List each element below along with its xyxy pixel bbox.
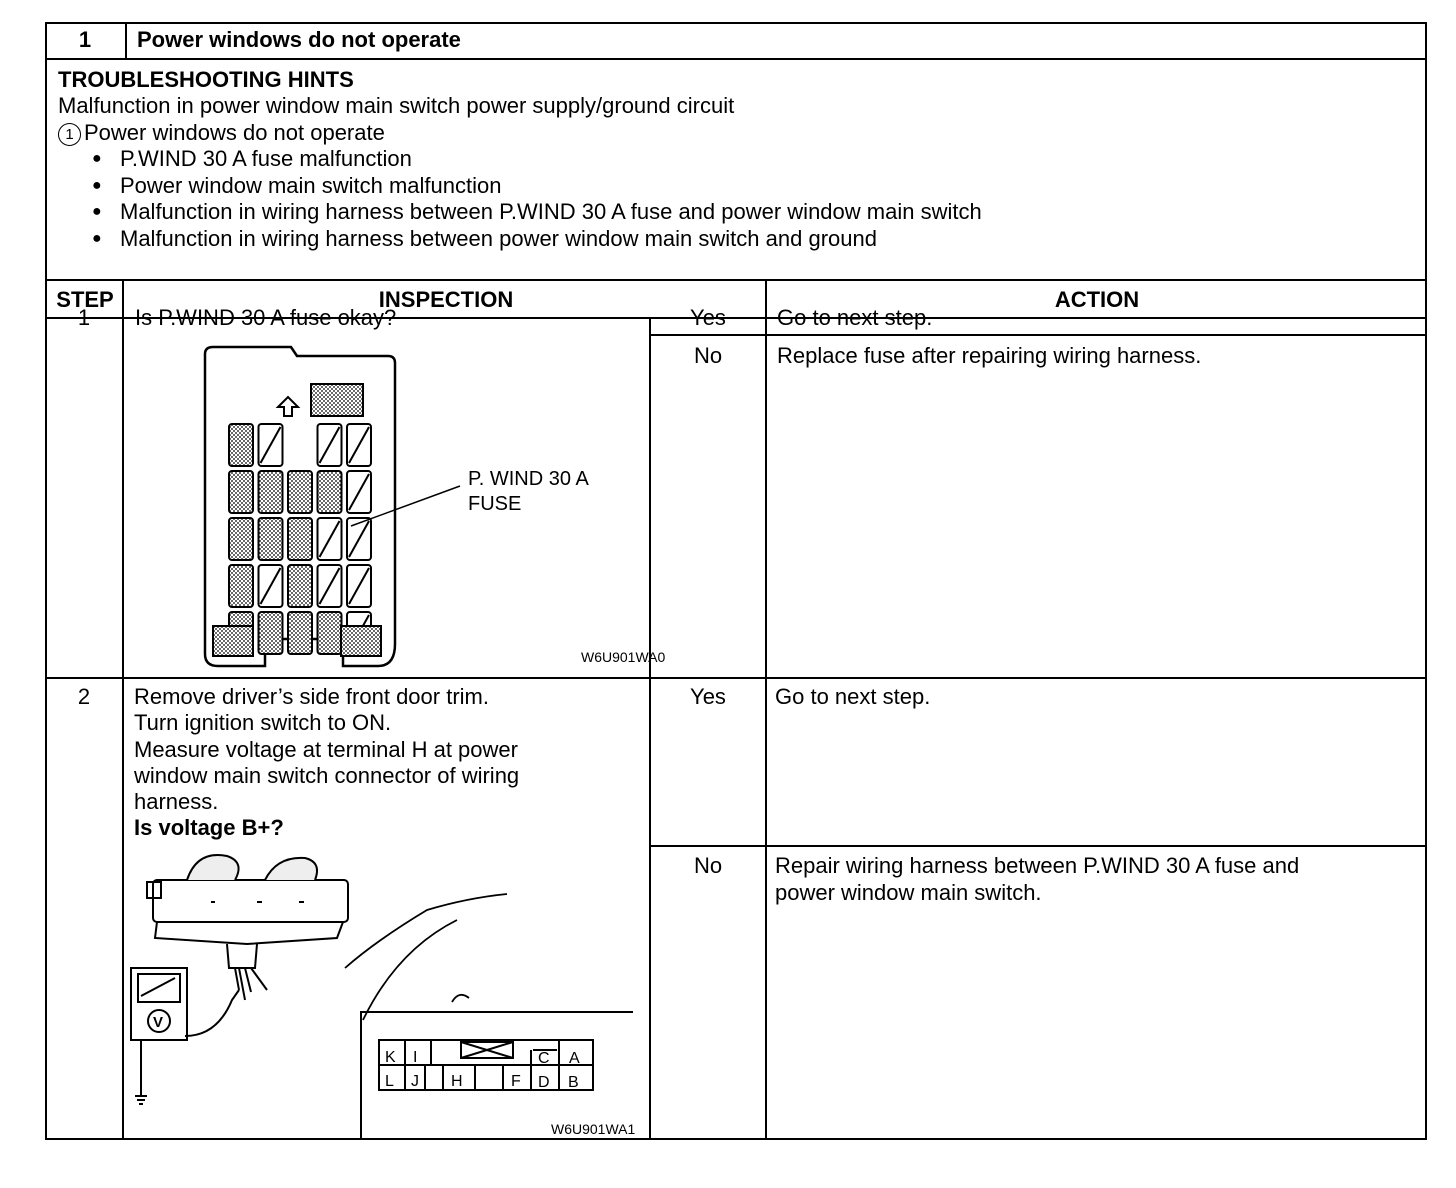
step-1-no-label: No [693,343,723,368]
step-2-line: window main switch connector of wiring [134,762,520,788]
step-2-yes-label: Yes [690,684,726,709]
step-2-line: Remove driver’s side front door trim. [134,684,489,709]
step-2-no-action [775,853,1299,906]
step-2-no-line: power window main switch. [775,879,1042,905]
step-1-yes-action: Go to next step. [777,305,933,330]
fuse-slot [229,565,253,607]
cause-item: ● P.WIND 30 A fuse malfunction [58,146,982,173]
pin-H: H [451,1073,463,1090]
column-action: ACTION [1054,287,1140,312]
fuse-slot [288,471,312,513]
fuse-slot [288,612,312,654]
pin-I: I [413,1049,418,1066]
step-2-line: Measure voltage at terminal H at power [134,736,518,762]
pin-D: D [538,1074,550,1091]
fuse-slot [288,565,312,607]
fuse-slot [318,612,342,654]
pin-A: A [569,1050,580,1067]
hints-summary: Malfunction in power window main switch power supply/ground circuit [58,93,735,118]
hints-rule [45,279,1427,281]
step-1-number: 1 [77,305,91,330]
step-2-yes-action: Go to next step. [775,684,931,709]
voltmeter-illustration [131,968,239,1104]
pin-K: K [385,1049,396,1066]
step-2-line: Turn ignition switch to ON. [134,710,392,736]
step-1-yes-rule [649,334,1427,336]
fuse-label-line1: P. WIND 30 A [468,468,589,490]
fuse-grid [229,424,371,654]
pin-L: L [385,1073,394,1090]
figure-code-2: W6U901WA1 [551,1121,636,1137]
fuse-slot [259,612,283,654]
cause-item: ● Malfunction in wiring harness between P.WIND 30 A fuse and power window main switch [58,199,982,226]
pin-B: B [568,1074,579,1091]
fuse-slot [229,424,253,466]
column-step: STEP [56,287,114,312]
causes-list [58,146,982,252]
pin-C: C [538,1050,550,1067]
fuse-slot [259,471,283,513]
pin-F: F [511,1073,521,1090]
fuse-slot [229,471,253,513]
step-2-line: harness. [134,789,219,815]
hints-heading: TROUBLESHOOTING HINTS [58,67,354,92]
fuse-box-figure [203,344,666,674]
step-2-yes-rule [649,845,1427,847]
column-inspection: INSPECTION [378,287,514,312]
header-number: 1 [78,27,92,52]
fuse-slot [259,518,283,560]
meter-symbol: V [153,1014,164,1031]
hints-section [58,66,982,252]
door-outline [345,894,507,1020]
cause-item: ● Malfunction in wiring harness between power window main switch and ground [58,226,982,253]
hints-symptom [58,120,982,147]
header-rule [45,58,1427,60]
step-2-no-label: No [693,853,723,878]
step-1-rule [45,677,1427,679]
fuse-slot [229,518,253,560]
step-1-yes-label: Yes [690,305,726,330]
symptom-number-circle: 1 [58,123,81,146]
step-2-number: 2 [77,684,91,709]
cause-item: ● Power window main switch malfunction [58,173,982,200]
header-title: Power windows do not operate [137,27,461,52]
voltage-measurement-figure [127,850,647,1138]
figure-code-1: W6U901WA0 [581,649,666,665]
step-1-inspection: Is P.WIND 30 A fuse okay? [135,305,397,330]
fuse-slot [288,518,312,560]
symptom-text: Power windows do not operate [84,119,385,145]
fuse-label-line2: FUSE [468,493,522,515]
header-divider [125,22,127,58]
step-2-inspection [134,684,519,842]
inspection-yesno-line [649,317,651,1140]
pin-J: J [411,1073,419,1090]
step-2-no-line: Repair wiring harness between P.WIND 30 A fuse and [775,853,1300,878]
step-1-no-action: Replace fuse after repairing wiring harness. [777,343,1202,368]
direction-arrow-icon [278,397,298,416]
fuse-slot [318,471,342,513]
step-2-line: Is voltage B+? [134,815,284,841]
